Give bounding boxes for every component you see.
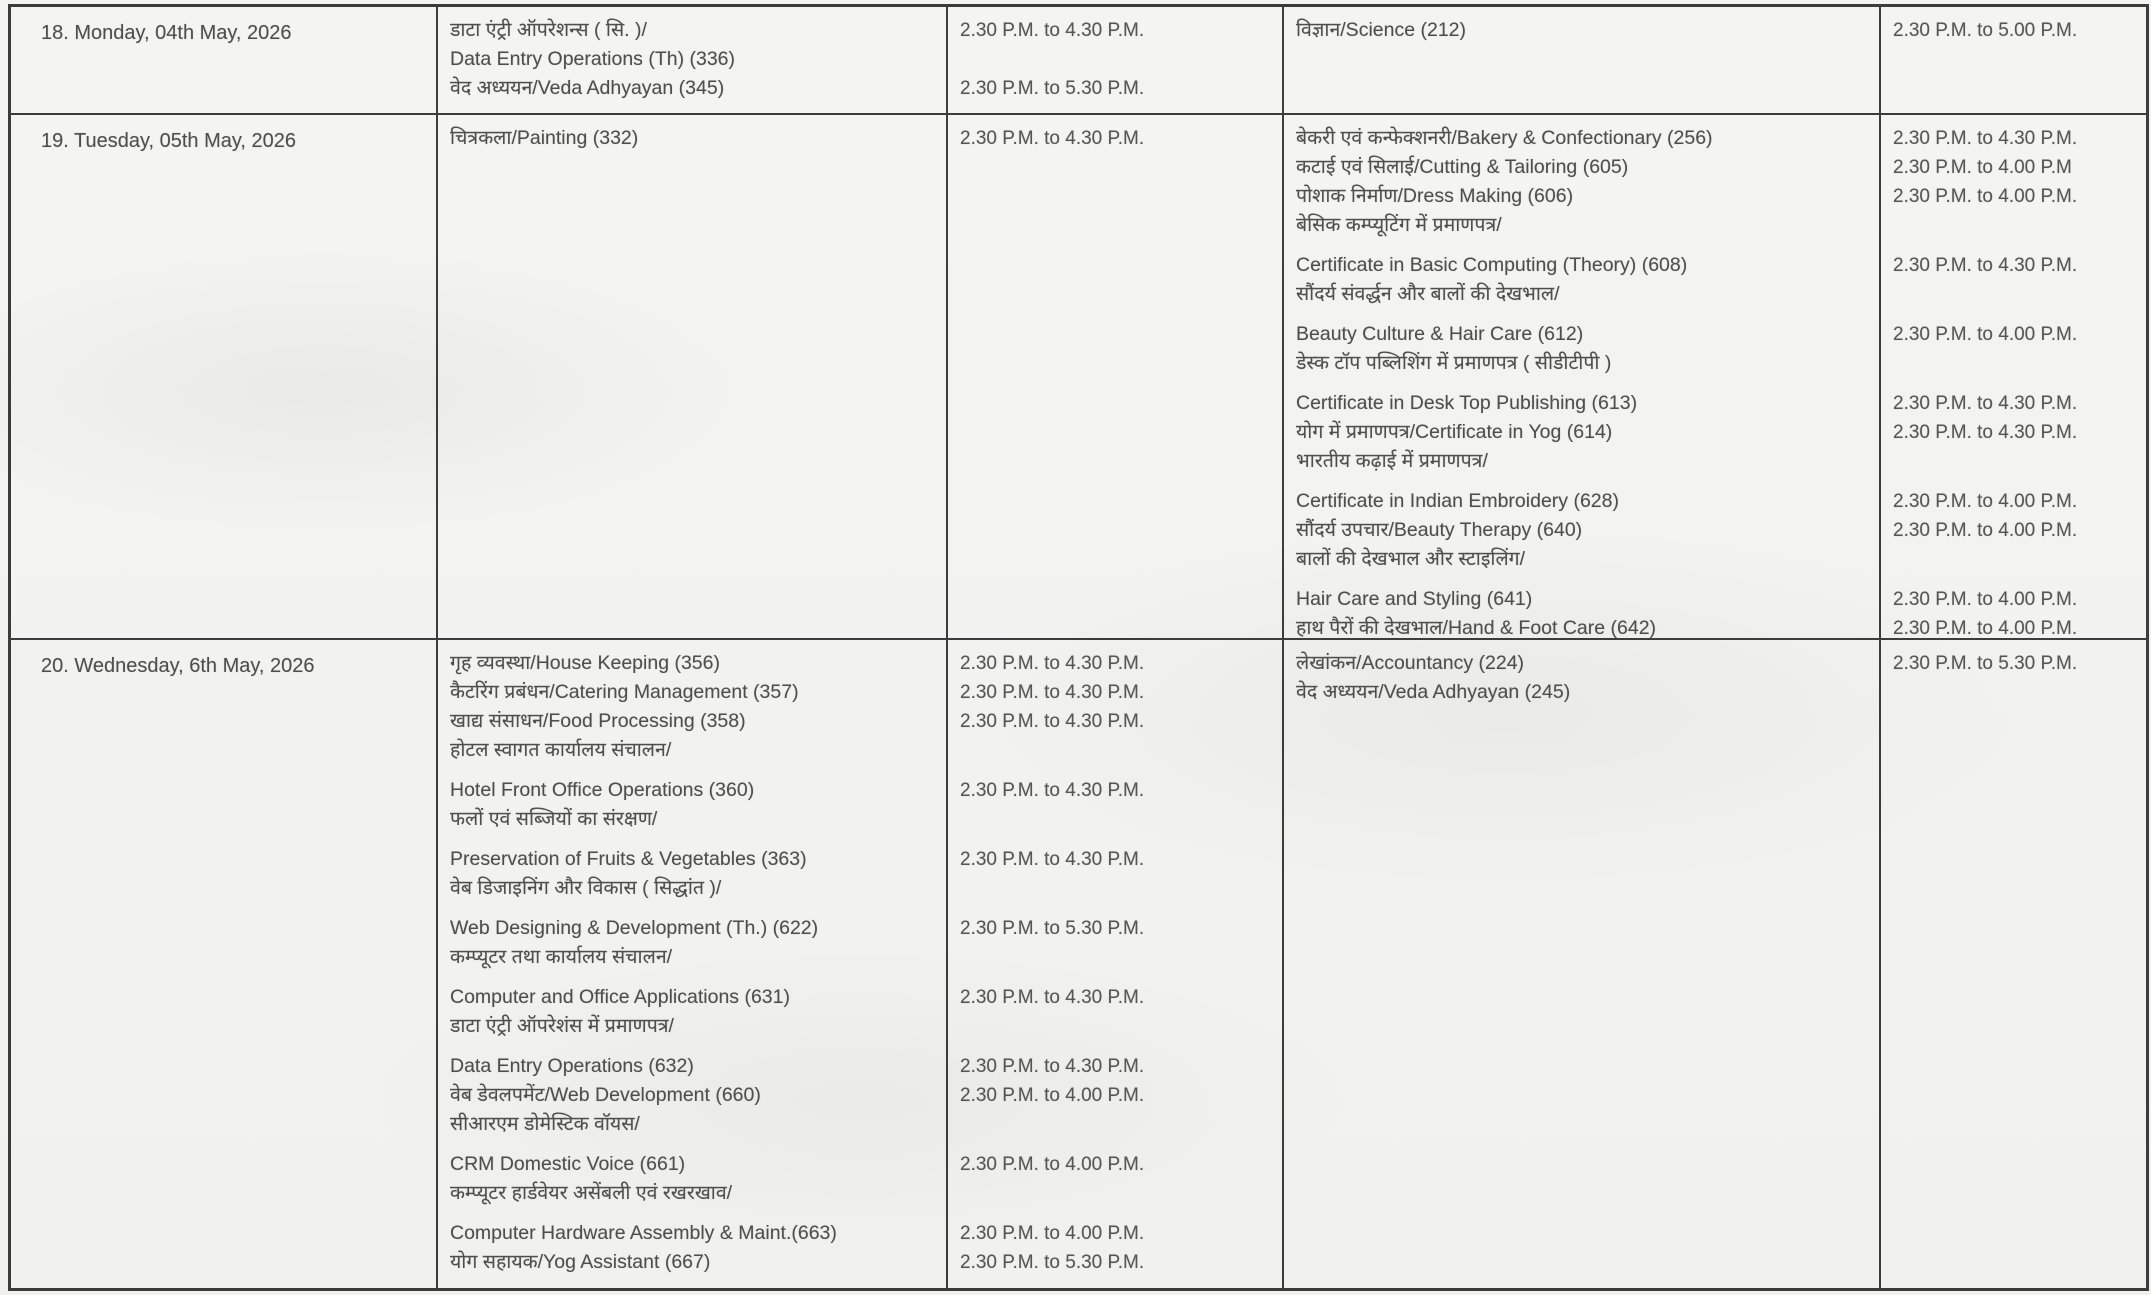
subject-line: Data Entry Operations (632) (450, 1055, 694, 1077)
time-line (960, 943, 1278, 972)
subject-line: Hotel Front Office Operations (360) (450, 779, 755, 801)
time-line (960, 805, 1278, 834)
subject-line: कटाई एवं सिलाई/Cutting & Tailoring (605) (1296, 156, 1629, 178)
time-line (960, 45, 1278, 74)
subject-line: कम्प्यूटर तथा कार्यालय संचालन/ (450, 946, 673, 968)
time-cell-left (948, 115, 1284, 640)
time-line: 2.30 P.M. to 4.30 P.M. (960, 128, 1145, 149)
time-line: 2.30 P.M. to 5.00 P.M. (1893, 20, 2078, 41)
time-line: 2.30 P.M. to 4.00 P.M. (960, 1154, 1145, 1175)
time-cell-right (1881, 7, 2146, 115)
subject-line: बेकरी एवं कन्फेक्शनरी/Bakery & Confectionary (256) (1296, 127, 1713, 149)
date-cell (11, 640, 438, 1288)
subject-line: वेब डेवलपमेंट/Web Development (660) (450, 1084, 761, 1106)
subject-line: बालों की देखभाल और स्टाइलिंग/ (1296, 548, 1526, 570)
time-line (1893, 545, 2142, 574)
subject-line: पोशाक निर्माण/Dress Making (606) (1296, 185, 1574, 207)
date-text: 19. Tuesday, 05th May, 2026 (41, 130, 296, 152)
time-line: 2.30 P.M. to 4.30 P.M. (960, 849, 1145, 870)
subjects-cell-right (1284, 7, 1881, 115)
subject-line: सौंदर्य संवर्द्धन और बालों की देखभाल/ (1296, 283, 1560, 305)
time-line (1893, 349, 2142, 378)
time-line (960, 874, 1278, 903)
time-line: 2.30 P.M. to 4.00 P.M. (1893, 618, 2078, 639)
subject-line: गृह व्यवस्था/House Keeping (356) (450, 652, 720, 674)
subject-line: CRM Domestic Voice (661) (450, 1153, 686, 1175)
time-line (960, 1012, 1278, 1041)
subject-line: होटल स्वागत कार्यालय संचालन/ (450, 739, 672, 761)
subject-line: Certificate in Indian Embroidery (628) (1296, 490, 1619, 512)
time-line: 2.30 P.M. to 4.30 P.M. (1893, 422, 2078, 443)
time-line: 2.30 P.M. to 4.00 P.M (1893, 157, 2072, 178)
time-line (1893, 447, 2142, 476)
time-line: 2.30 P.M. to 5.30 P.M. (1893, 653, 2078, 674)
time-line: 2.30 P.M. to 5.30 P.M. (960, 918, 1145, 939)
time-line: 2.30 P.M. to 4.00 P.M. (1893, 520, 2078, 541)
time-line: 2.30 P.M. to 4.30 P.M. (960, 711, 1145, 732)
time-line: 2.30 P.M. to 4.30 P.M. (1893, 393, 2078, 414)
subject-line: खाद्य संसाधन/Food Processing (358) (450, 710, 746, 732)
date-text: 20. Wednesday, 6th May, 2026 (41, 655, 315, 677)
date-cell (11, 7, 438, 115)
subject-line: कैटरिंग प्रबंधन/Catering Management (357) (450, 681, 799, 703)
subject-line: हाथ पैरों की देखभाल/Hand & Foot Care (642) (1296, 617, 1657, 639)
time-cell-right (1881, 640, 2146, 1288)
time-line: 2.30 P.M. to 4.00 P.M. (960, 1085, 1145, 1106)
time-line: 2.30 P.M. to 4.00 P.M. (960, 1223, 1145, 1244)
subject-line: Beauty Culture & Hair Care (612) (1296, 323, 1584, 345)
subject-line: Web Designing & Development (Th.) (622) (450, 917, 819, 939)
subject-line: विज्ञान/Science (212) (1296, 19, 1466, 41)
subjects-cell-left (438, 115, 948, 640)
time-line: 2.30 P.M. to 4.30 P.M. (960, 653, 1145, 674)
subject-line: Hair Care and Styling (641) (1296, 588, 1533, 610)
time-cell-left (948, 7, 1284, 115)
subject-line: वेद अध्ययन/Veda Adhyayan (245) (1296, 681, 1571, 703)
subject-line: डाटा एंट्री ऑपरेशन्स ( सि. )/ (450, 19, 647, 41)
subject-line: योग सहायक/Yog Assistant (667) (450, 1251, 711, 1273)
time-line (1893, 280, 2142, 309)
time-line: 2.30 P.M. to 4.00 P.M. (1893, 589, 2078, 610)
subject-line: सीआरएम डोमेस्टिक वॉयस/ (450, 1113, 640, 1135)
time-cell-right (1881, 115, 2146, 640)
time-line: 2.30 P.M. to 4.00 P.M. (1893, 324, 2078, 345)
subject-line: Computer Hardware Assembly & Maint.(663) (450, 1222, 837, 1244)
time-line (960, 736, 1278, 765)
time-line: 2.30 P.M. to 4.30 P.M. (960, 20, 1145, 41)
subject-line: Computer and Office Applications (631) (450, 986, 790, 1008)
subject-line: डेस्क टॉप पब्लिशिंग में प्रमाणपत्र ( सीडीटीपी ) (1296, 352, 1612, 374)
subject-line: वेद अध्ययन/Veda Adhyayan (345) (450, 77, 725, 99)
subject-line: योग में प्रमाणपत्र/Certificate in Yog (614) (1296, 421, 1613, 443)
date-text: 18. Monday, 04th May, 2026 (41, 22, 292, 44)
time-line (1893, 678, 2142, 707)
time-cell-left (948, 640, 1284, 1288)
subject-line: Data Entry Operations (Th) (336) (450, 48, 736, 70)
time-line (960, 1179, 1278, 1208)
subject-line: डाटा एंट्री ऑपरेशंस में प्रमाणपत्र/ (450, 1015, 674, 1037)
time-line (1893, 211, 2142, 240)
subject-line: सौंदर्य उपचार/Beauty Therapy (640) (1296, 519, 1583, 541)
subject-line: फलों एवं सब्जियों का संरक्षण/ (450, 808, 658, 830)
subject-line: Certificate in Desk Top Publishing (613) (1296, 392, 1638, 414)
subject-line: बेसिक कम्प्यूटिंग में प्रमाणपत्र/ (1296, 214, 1502, 236)
subject-line: लेखांकन/Accountancy (224) (1296, 652, 1525, 674)
subject-line: चित्रकला/Painting (332) (450, 127, 639, 149)
time-line: 2.30 P.M. to 4.30 P.M. (960, 780, 1145, 801)
subjects-cell-right (1284, 115, 1881, 640)
time-line: 2.30 P.M. to 4.30 P.M. (960, 1056, 1145, 1077)
subject-line: भारतीय कढ़ाई में प्रमाणपत्र/ (1296, 450, 1488, 472)
date-cell (11, 115, 438, 640)
time-line: 2.30 P.M. to 4.30 P.M. (1893, 128, 2078, 149)
time-line (960, 1110, 1278, 1139)
time-line: 2.30 P.M. to 4.30 P.M. (960, 987, 1145, 1008)
time-line: 2.30 P.M. to 4.00 P.M. (1893, 491, 2078, 512)
subjects-cell-left (438, 7, 948, 115)
time-line: 2.30 P.M. to 5.30 P.M. (960, 78, 1145, 99)
exam-timetable (8, 4, 2149, 1291)
subjects-cell-right (1284, 640, 1881, 1288)
time-line: 2.30 P.M. to 4.30 P.M. (960, 682, 1145, 703)
time-line: 2.30 P.M. to 4.30 P.M. (1893, 255, 2078, 276)
subject-line: Preservation of Fruits & Vegetables (363) (450, 848, 807, 870)
subject-line: वेब डिजाइनिंग और विकास ( सिद्धांत )/ (450, 877, 722, 899)
subject-line: कम्प्यूटर हार्डवेयर असेंबली एवं रखरखाव/ (450, 1182, 733, 1204)
time-line: 2.30 P.M. to 4.00 P.M. (1893, 186, 2078, 207)
subject-line: Certificate in Basic Computing (Theory) (608) (1296, 254, 1688, 276)
subjects-cell-left (438, 640, 948, 1288)
time-line: 2.30 P.M. to 5.30 P.M. (960, 1252, 1145, 1273)
